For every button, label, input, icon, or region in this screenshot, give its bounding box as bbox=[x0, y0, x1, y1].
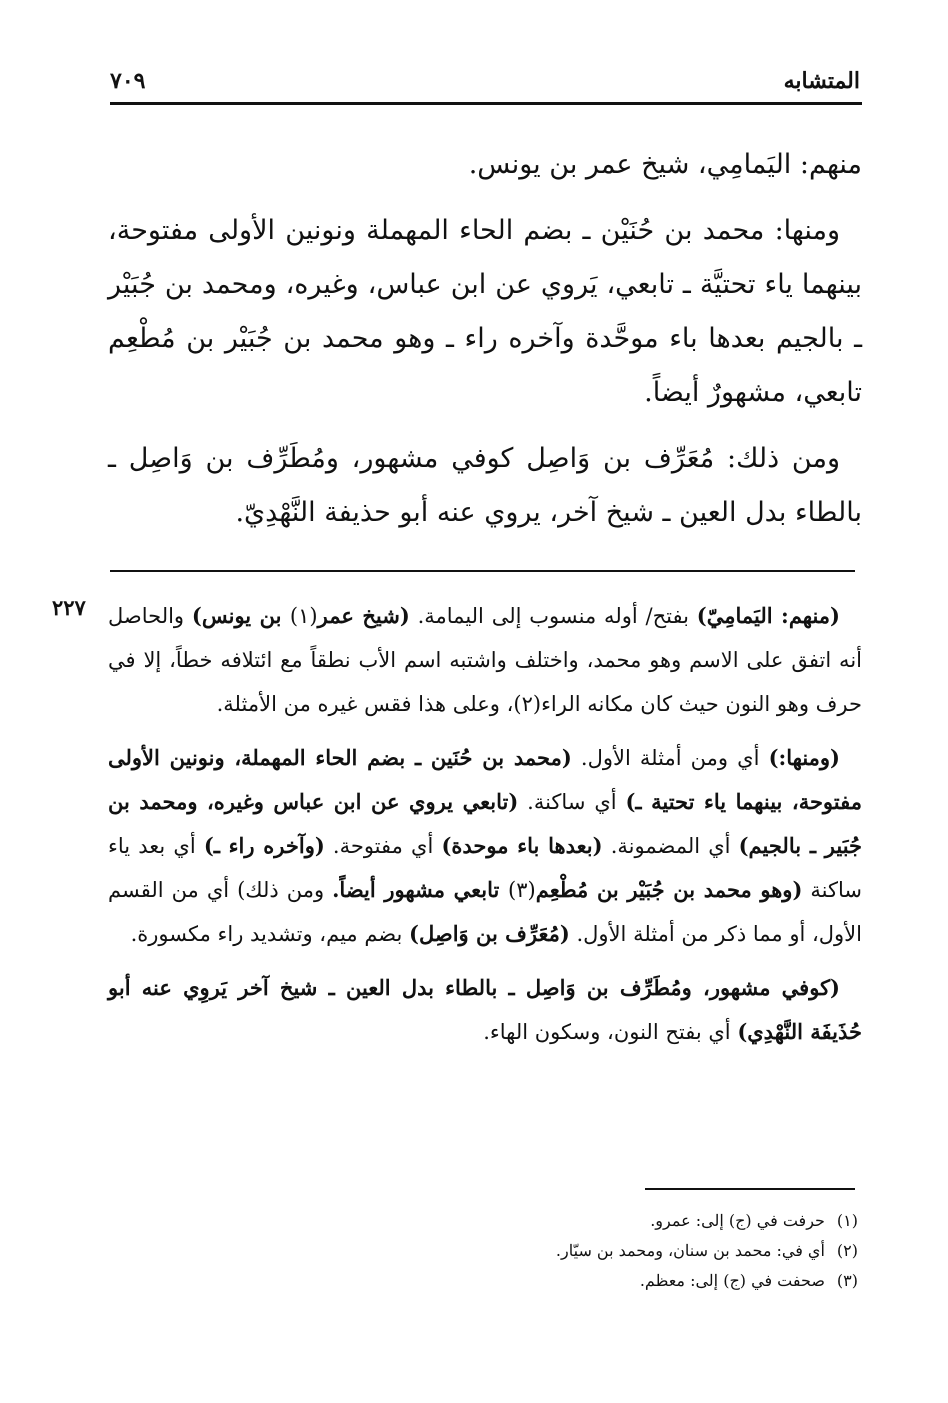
main-paragraph-3: ومن ذلك: مُعَرِّف بن وَاصِل كوفي مشهور، ومُطَرِّف بن وَاصِل ـ بالطاء بدل العين ـ شيخ آخر، يروي عنه أبو حذيفة النَّهْدِيّ. bbox=[108, 443, 862, 528]
quoted-text: (منهم: اليَمامِيّ) bbox=[696, 603, 840, 628]
footnote-text: أي في: محمد بن سنان، ومحمد بن سيّار. bbox=[555, 1241, 825, 1260]
explanation-text: بفتح/ أوله منسوب إلى اليمامة. bbox=[409, 604, 697, 628]
main-paragraph-2: ومنها: محمد بن حُنَيْن ـ بضم الحاء المهملة ونونين الأولى مفتوحة، بينهما ياء تحتيَّة ـ تابعي، يَروي عن ابن عباس، وغيره، ومحمد بن جُبَيْر ـ بالجيم بعدها باء موحَّدة وآخره راء ـ وهو محمد بن جُبَيْر بن مُطْعِم تابعي، مشهورٌ أيضاً. bbox=[108, 215, 862, 408]
explanation-text: (٢) bbox=[513, 692, 542, 716]
page-header bbox=[110, 62, 860, 106]
explanation-text: ، وعلى هذا فقس غيره من الأمثلة. bbox=[216, 692, 514, 716]
explanation-text: (٣) bbox=[508, 878, 536, 902]
footnote-1 bbox=[300, 1206, 858, 1236]
footnotes bbox=[300, 1206, 858, 1296]
quoted-text: (محمد بن حُنَين ـ بضم الحاء المهملة، ونونين الأولى مفتوحة، بينهما ياء تحتية ـ) bbox=[108, 745, 862, 814]
explanation-text: ومن ذلك) أي من القسم الأول، أو مما ذكر من أمثلة الأول. bbox=[108, 878, 862, 946]
commentary-paragraph bbox=[108, 966, 862, 1054]
header-rule bbox=[110, 102, 862, 105]
quoted-text: (تابعي يروي عن ابن عباس وغيره، ومحمد بن جُبَير ـ بالجيم) bbox=[108, 789, 863, 858]
commentary-paragraph bbox=[108, 594, 862, 726]
main-paragraph-1: منهم: اليَمامِي، شيخ عمر بن يونس. bbox=[468, 149, 862, 180]
explanation-text: أي المضمونة. bbox=[602, 834, 739, 858]
explanation-text: (١) bbox=[289, 604, 318, 628]
footnote-number: (٣) bbox=[836, 1271, 858, 1290]
quoted-text: تابعي مشهور أيضاً. bbox=[332, 877, 509, 902]
quoted-text: (كوفي مشهور، ومُطَرِّف بن وَاصِل ـ بالطاء بدل العين ـ شيخ آخر يَروِي عنه أبو حُذَيفَة النَّهْدِي) bbox=[108, 975, 862, 1044]
quoted-text: (وهو محمد بن جُبَيْر بن مُطْعِم bbox=[535, 877, 803, 902]
margin-number: ٢٢٧ bbox=[52, 595, 86, 620]
quoted-text: (مُعَرِّف بن وَاصِل) bbox=[409, 921, 570, 946]
footnote-2 bbox=[300, 1236, 858, 1266]
quoted-text: (بعدها باء موحدة) bbox=[441, 833, 603, 858]
footnote-number: (١) bbox=[836, 1211, 858, 1230]
commentary bbox=[108, 594, 862, 1064]
quoted-text: بن يونس) bbox=[191, 603, 290, 628]
explanation-text: أي مفتوحة. bbox=[324, 834, 442, 858]
explanation-text: أي ومن أمثلة الأول. bbox=[571, 746, 769, 770]
explanation-text: بضم ميم، وتشديد راء مكسورة. bbox=[130, 922, 410, 946]
footnote-text: حرفت في (ج) إلى: عمرو. bbox=[650, 1211, 825, 1230]
footnote-3 bbox=[300, 1266, 858, 1296]
quoted-text: (ومنها:) bbox=[768, 745, 840, 770]
running-title: المتشابه bbox=[783, 68, 860, 94]
commentary-paragraph bbox=[108, 736, 862, 956]
footnote-text: صحفت في (ج) إلى: معظم. bbox=[639, 1271, 825, 1290]
explanation-text: والحاصل أنه اتفق على الاسم وهو محمد، واختلف واشتبه اسم الأب نطقاً مع ائتلافه خطاً، إلا في حرف وهو النون حيث كان مكانه الراء bbox=[108, 604, 862, 716]
quoted-text: (وآخره راء ـ) bbox=[203, 833, 325, 858]
explanation-text: أي بفتح النون، وسكون الهاء. bbox=[483, 1020, 738, 1044]
page-number: ٧٠٩ bbox=[110, 68, 146, 94]
explanation-text: أي بعد ياء ساكنة bbox=[108, 834, 862, 902]
explanation-text: أي ساكنة. bbox=[518, 790, 626, 814]
footnote-rule bbox=[645, 1188, 855, 1190]
quoted-text: (شيخ عمر bbox=[317, 603, 410, 628]
section-divider bbox=[110, 570, 855, 572]
main-text bbox=[108, 138, 862, 552]
footnote-number: (٢) bbox=[836, 1241, 858, 1260]
